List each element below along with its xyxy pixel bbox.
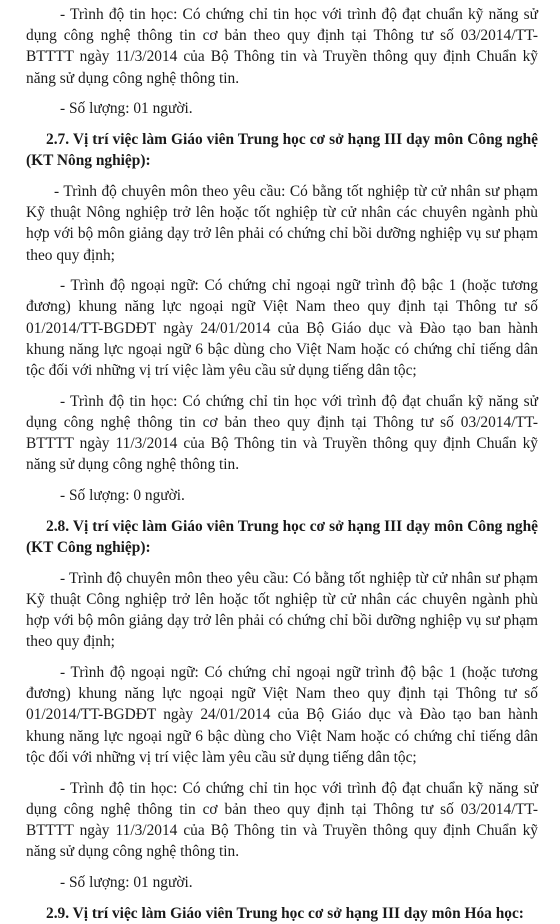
section-2-7-ngoai-ngu: - Trình độ ngoại ngữ: Có chứng chỉ ngoại ngữ trình độ bậc 1 (hoặc tương đương) khung năng lực ngoại ngữ Việt Nam theo quy định tại Thông tư số 01/2014/TT-BGDĐT ngày 24/01/2014 của Bộ Giáo dục và Đào tạo ban hành khung năng lực ngoại ngữ 6 bậc dùng cho Việt Nam hoặc có chứng chỉ tiếng dân tộc đối với những vị trí việc làm yêu cầu sử dụng tiếng dân tộc;	[26, 277, 538, 380]
section-2-8-chuyen-mon: - Trình độ chuyên môn theo yêu cầu: Có bằng tốt nghiệp từ cử nhân sư phạm Kỹ thuật Công nghiệp trở lên hoặc tốt nghiệp từ cử nhân các chuyên ngành phù hợp với bộ môn giảng dạy trở lên phải có chứng chỉ bồi dưỡng nghiệp vụ sư phạm theo quy định;	[26, 569, 538, 651]
intro-so-luong: - Số lượng: 01 người.	[60, 100, 193, 118]
section-2-7-heading: 2.7. Vị trí việc làm Giáo viên Trung học cơ sở hạng III dạy môn Công nghệ (KT Nông nghiệp):	[26, 131, 538, 170]
section-2-7-so-luong: - Số lượng: 0 người.	[60, 487, 185, 505]
section-2-9-heading: 2.9. Vị trí việc làm Giáo viên Trung học cơ sở hạng III dạy môn Hóa học:	[46, 904, 524, 922]
section-2-7-chuyen-mon: - Trình độ chuyên môn theo yêu cầu: Có bằng tốt nghiệp từ cử nhân sư phạm Kỹ thuật Nông nghiệp trở lên hoặc tốt nghiệp từ cử nhân các chuyên ngành phù hợp với bộ môn giảng dạy trở lên phải có chứng chỉ bồi dưỡng nghiệp vụ sư phạm theo quy định;	[26, 182, 538, 264]
section-2-7-tin-hoc: - Trình độ tin học: Có chứng chỉ tin học với trình độ đạt chuẩn kỹ năng sử dụng công nghệ thông tin cơ bản theo quy định tại Thông tư số 03/2014/TT-BTTTT ngày 11/3/2014 của Bộ Thông tin và Truyền thông quy định Chuẩn kỹ năng sử dụng công nghệ thông tin.	[26, 392, 538, 474]
section-2-8-tin-hoc: - Trình độ tin học: Có chứng chỉ tin học với trình độ đạt chuẩn kỹ năng sử dụng công nghệ thông tin cơ bản theo quy định tại Thông tư số 03/2014/TT-BTTTT ngày 11/3/2014 của Bộ Thông tin và Truyền thông quy định Chuẩn kỹ năng sử dụng công nghệ thông tin.	[26, 779, 538, 861]
intro-tin-hoc-paragraph: - Trình độ tin học: Có chứng chỉ tin học với trình độ đạt chuẩn kỹ năng sử dụng công nghệ thông tin cơ bản theo quy định tại Thông tư số 03/2014/TT-BTTTT ngày 11/3/2014 của Bộ Thông tin và Truyền thông quy định Chuẩn kỹ năng sử dụng công nghệ thông tin.	[26, 6, 538, 87]
section-2-8-ngoai-ngu: - Trình độ ngoại ngữ: Có chứng chỉ ngoại ngữ trình độ bậc 1 (hoặc tương đương) khung năng lực ngoại ngữ Việt Nam theo quy định tại Thông tư số 01/2014/TT-BGDĐT ngày 24/01/2014 của Bộ Giáo dục và Đào tạo ban hành khung năng lực ngoại ngữ 6 bậc dùng cho Việt Nam hoặc có chứng chỉ tiếng dân tộc đối với những vị trí việc làm yêu cầu sử dụng tiếng dân tộc;	[26, 663, 538, 766]
section-2-8-so-luong: - Số lượng: 01 người.	[60, 873, 193, 891]
section-2-8-heading: 2.8. Vị trí việc làm Giáo viên Trung học cơ sở hạng III dạy môn Công nghệ (KT Công nghiệp):	[26, 517, 538, 556]
